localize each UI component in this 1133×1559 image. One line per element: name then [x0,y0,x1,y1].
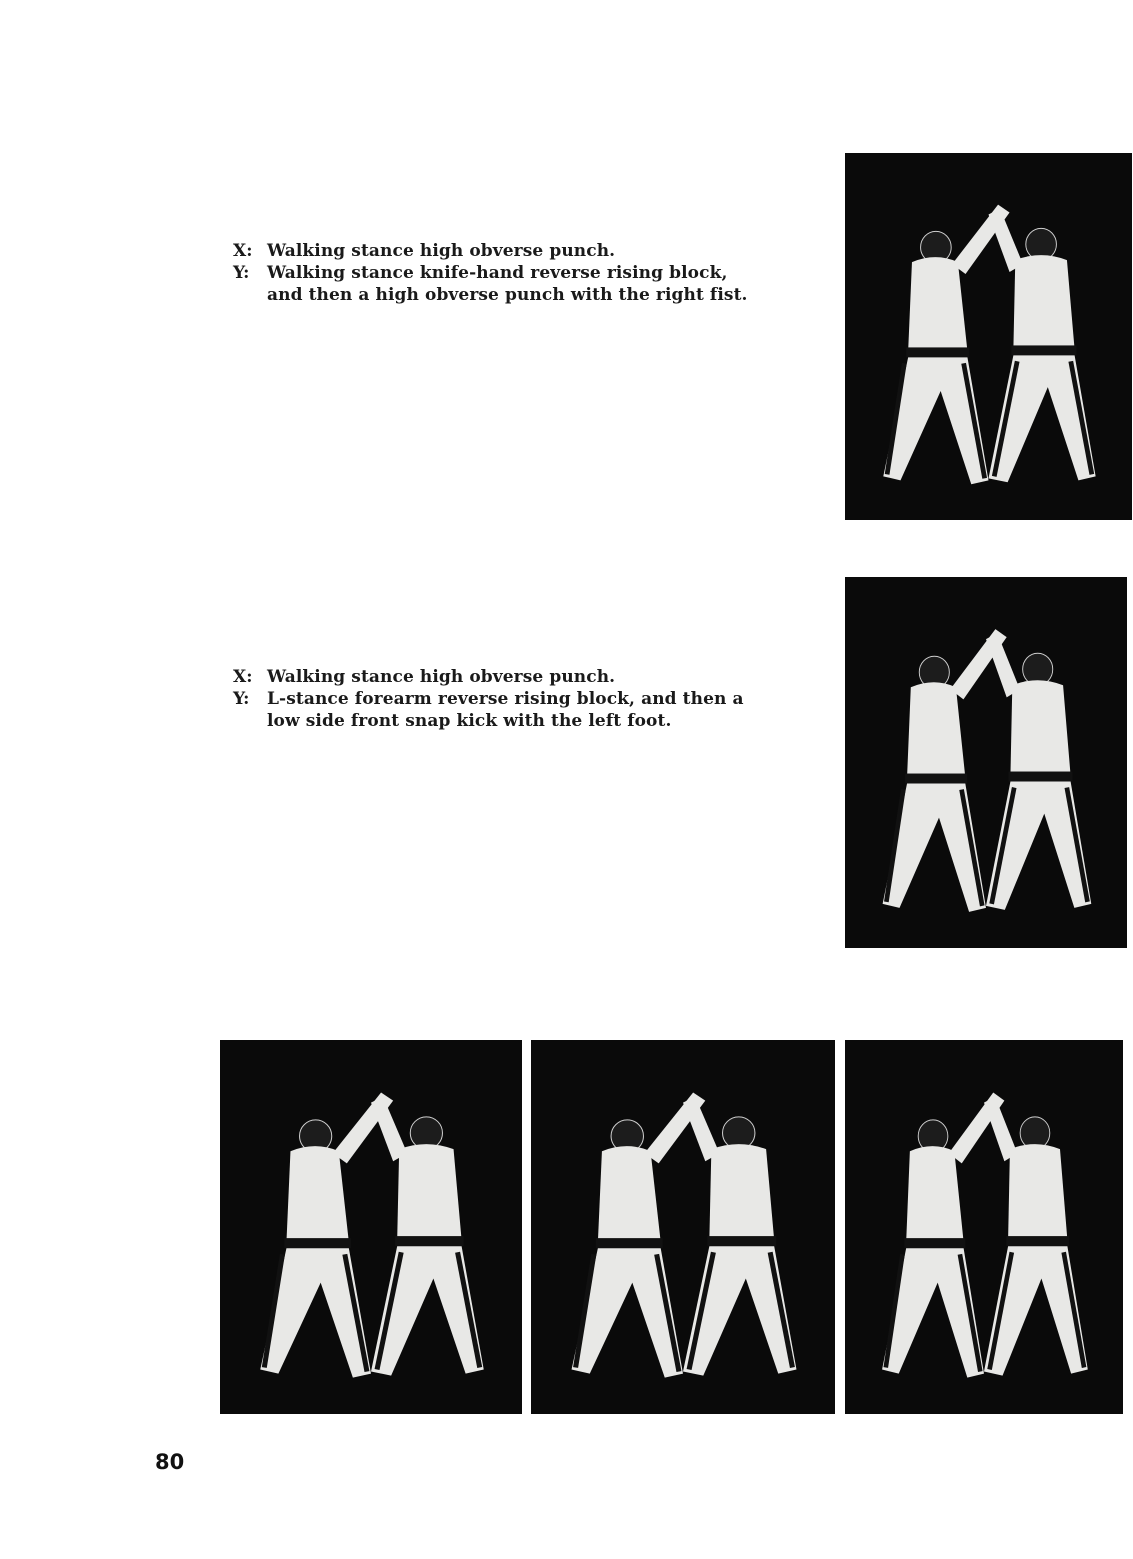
caption-text: Walking stance high obverse punch. [267,241,616,261]
photo-illustration [531,1040,835,1414]
technique-photo-2 [845,577,1127,948]
caption-line [233,666,744,688]
caption-text: and then a high obverse punch with the right fist. [267,285,748,305]
caption-line [233,688,744,710]
technique-caption-2 [233,666,744,732]
caption-text: L-stance forearm reverse rising block, and then a [267,689,744,709]
defender-label: Y: [233,263,250,283]
caption-text: Walking stance high obverse punch. [267,667,616,687]
page-number: 80 [155,1450,185,1474]
caption-text: Walking stance knife-hand reverse rising block, [267,263,728,283]
sequence-photo-3 [845,1040,1123,1414]
caption-text: low side front snap kick with the left foot. [267,711,672,731]
photo-illustration [845,153,1132,520]
caption-line [233,710,744,732]
defender-label: Y: [233,689,250,709]
sequence-photo-2 [531,1040,835,1414]
caption-line [233,240,748,262]
caption-line [233,262,748,284]
attacker-label: X: [233,241,253,261]
photo-illustration [220,1040,522,1414]
caption-line [233,284,748,306]
technique-photo-1 [845,153,1132,520]
technique-caption-1 [233,240,748,306]
photo-illustration [845,1040,1123,1414]
sequence-photo-1 [220,1040,522,1414]
attacker-label: X: [233,667,253,687]
photo-illustration [845,577,1127,948]
